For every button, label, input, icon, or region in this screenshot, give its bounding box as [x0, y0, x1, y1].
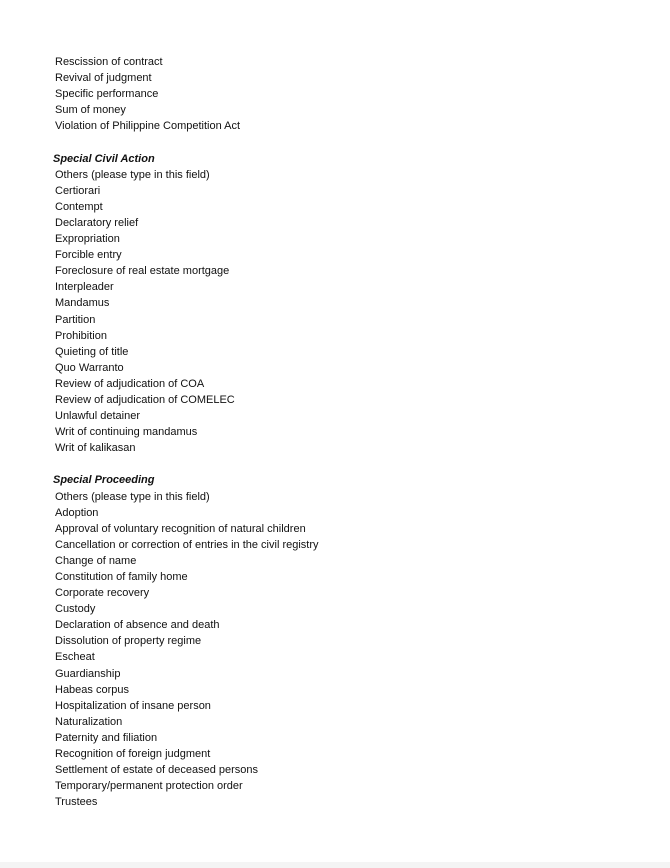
list-item: Rescission of contract — [55, 56, 163, 68]
list-item: Certiorari — [55, 184, 101, 197]
list-item: Settlement of estate of deceased persons — [55, 764, 259, 777]
section-heading: Special Proceeding — [53, 474, 155, 487]
list-item: Guardianship — [55, 667, 121, 680]
list-item: Unlawful detainer — [55, 410, 140, 423]
list-item: Escheat — [55, 651, 95, 664]
list-item: Quieting of title — [55, 345, 129, 358]
list-item: Mandamus — [55, 297, 110, 310]
list-item: Specific performance — [55, 88, 159, 101]
list-item: Approval of voluntary recognition of natural children — [55, 522, 306, 535]
list-item: Writ of kalikasan — [55, 442, 136, 455]
list-item: Expropriation — [55, 233, 120, 246]
list-item: Adoption — [55, 506, 99, 519]
special-proceeding-section — [55, 472, 635, 810]
list-item: Corporate recovery — [55, 587, 150, 600]
list-item: Dissolution of property regime — [55, 635, 202, 648]
list-item: Prohibition — [55, 329, 107, 342]
list-item: Review of adjudication of COMELEC — [55, 393, 235, 406]
list-item: Partition — [55, 313, 96, 326]
section-spacer — [55, 456, 635, 472]
list-item: Sum of money — [55, 104, 126, 117]
list-item: Writ of continuing mandamus — [55, 426, 198, 439]
ordinary-civil-action-list-continued — [55, 54, 635, 134]
list-item: Paternity and filiation — [55, 731, 158, 744]
list-item: Habeas corpus — [55, 683, 129, 696]
list-item: Constitution of family home — [55, 571, 188, 583]
special-civil-action-section — [55, 151, 635, 457]
list-item: Violation of Philippine Competition Act — [55, 120, 241, 133]
list-item: Custody — [55, 603, 96, 616]
list-item: Forcible entry — [55, 249, 122, 262]
list-item: Others (please type in this field) — [55, 168, 210, 181]
list-item: Declaratory relief — [55, 216, 139, 229]
list-item: Recognition of foreign judgment — [55, 748, 211, 761]
list-item: Trustees — [55, 796, 98, 809]
list-item: Naturalization — [55, 715, 123, 728]
list-item: Contempt — [55, 200, 103, 213]
page-bottom-edge — [0, 862, 670, 868]
list-item: Declaration of absence and death — [55, 619, 220, 632]
list-item: Quo Warranto — [55, 361, 124, 374]
section-heading: Special Civil Action — [53, 152, 155, 165]
list-item: Review of adjudication of COA — [55, 377, 205, 390]
list-item: Cancellation or correction of entries in the civil registry — [55, 538, 319, 551]
list-item: Foreclosure of real estate mortgage — [55, 265, 230, 278]
list-item: Hospitalization of insane person — [55, 699, 211, 712]
list-item: Others (please type in this field) — [55, 490, 210, 503]
list-item: Interpleader — [55, 281, 114, 294]
list-item: Temporary/permanent protection order — [55, 780, 243, 793]
case-type-list — [55, 54, 635, 810]
list-item: Change of name — [55, 554, 137, 567]
section-spacer — [55, 134, 635, 150]
list-item: Revival of judgment — [55, 72, 152, 85]
